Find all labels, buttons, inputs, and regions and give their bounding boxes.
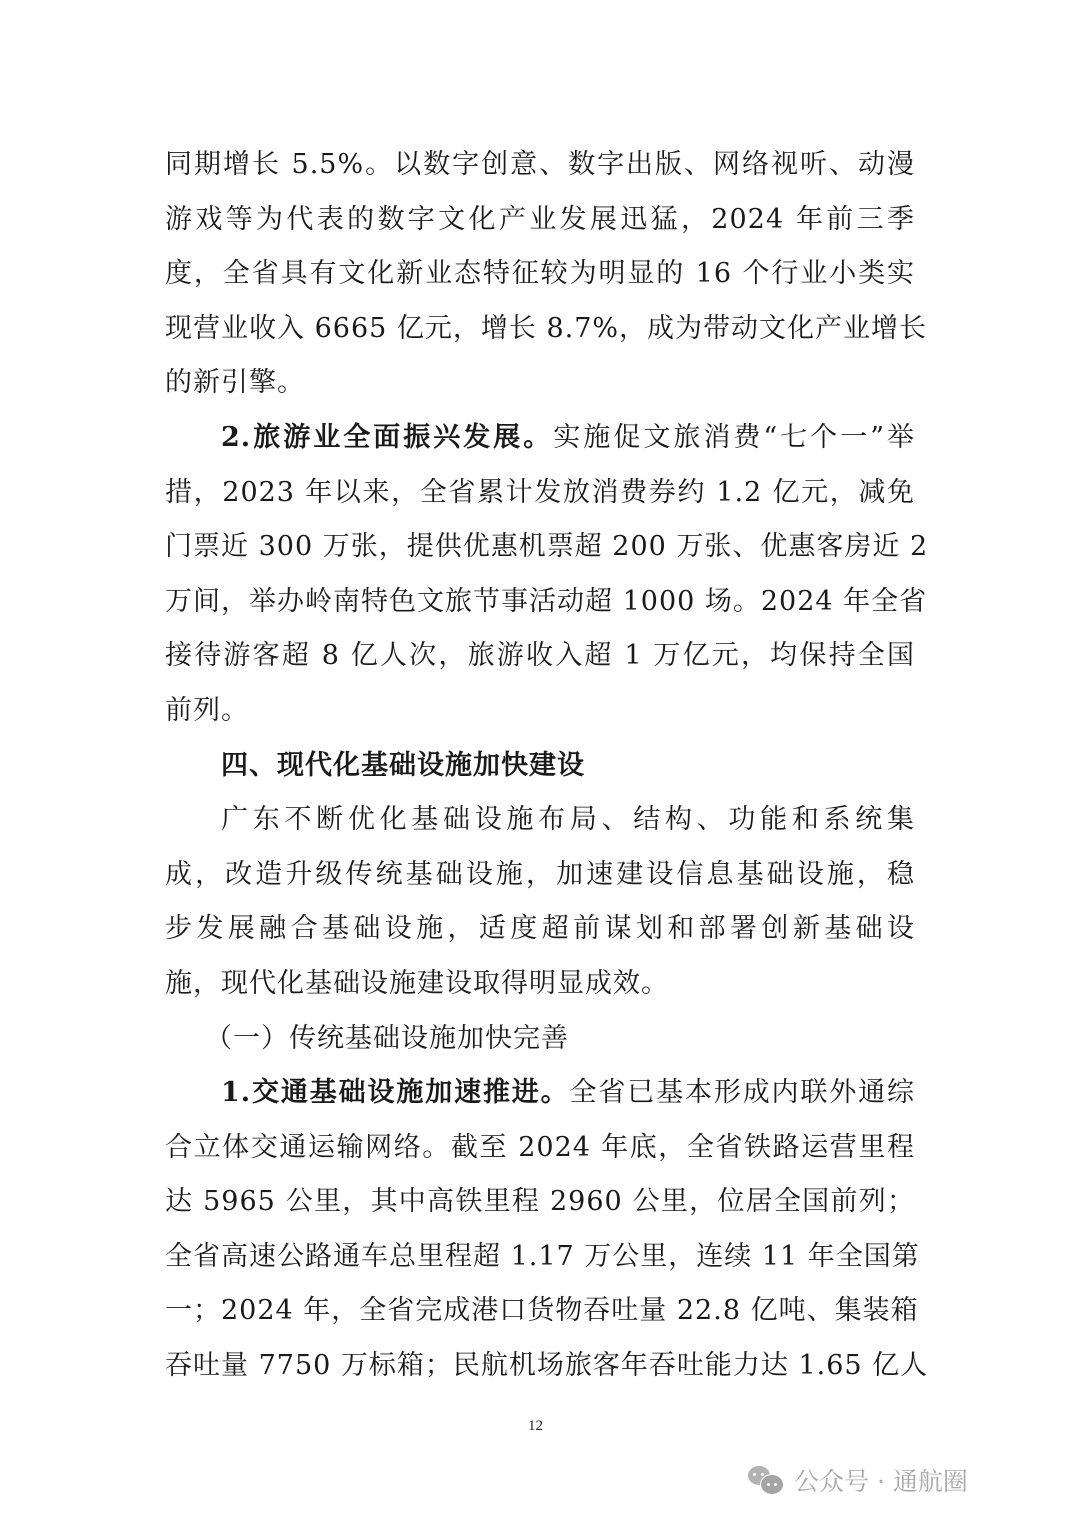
bold-lead: 2.旅游业全面振兴发展。 [221, 421, 554, 453]
text-run: 实施促文旅消费“七个一”举 [553, 421, 916, 453]
text-line: 吞吐量 7750 万标箱；民航机场旅客年吞吐能力达 1.65 亿人 [165, 1350, 929, 1382]
subsection-heading: （一）传统基础设施加快完善 [205, 1022, 569, 1054]
text-line: 游戏等为代表的数字文化产业发展迅猛，2024 年前三季 [165, 203, 915, 235]
text-line: 达 5965 公里，其中高铁里程 2960 公里，位居全国前列； [165, 1186, 915, 1218]
text-line: 步发展融合基础设施，适度超前谋划和部署创新基础设 [165, 913, 915, 945]
text-line: 措，2023 年以来，全省累计发放消费券约 1.2 亿元，减免 [165, 476, 915, 508]
bold-lead: 1.交通基础设施加速推进。 [221, 1077, 570, 1109]
wechat-icon [748, 1464, 784, 1496]
paragraph-first-line [165, 1066, 915, 1121]
section-heading: 四、现代化基础设施加快建设 [221, 749, 585, 781]
text-line: 成，改造升级传统基础设施，加速建设信息基础设施，稳 [165, 858, 915, 890]
text-run: 全省已基本形成内联外通综 [569, 1077, 916, 1109]
text-line: 门票近 300 万张，提供优惠机票超 200 万张、优惠客房近 2 [165, 531, 929, 563]
text-line: 同期增长 5.5%。以数字创意、数字出版、网络视听、动漫 [165, 149, 915, 180]
paragraph-first-line [165, 411, 915, 466]
text-line: 一；2024 年，全省完成港口货物吞吐量 22.8 亿吨、集装箱 [165, 1295, 919, 1327]
text-line: 全省高速公路通车总里程超 1.17 万公里，连续 11 年全国第 [165, 1240, 920, 1272]
text-line: 的新引擎。 [165, 367, 305, 399]
document-page [165, 138, 929, 1394]
text-line: 广东不断优化基础设施布局、结构、功能和系统集 [221, 804, 915, 836]
text-line: 万间，举办岭南特色文旅节事活动超 1000 场。2024 年全省 [165, 585, 928, 617]
text-line: 施，现代化基础设施建设取得明显成效。 [165, 967, 669, 999]
text-line: 度，全省具有文化新业态特征较为明显的 16 个行业小类实 [165, 258, 915, 290]
text-line: 接待游客超 8 亿人次，旅游收入超 1 万亿元，均保持全国 [165, 640, 915, 672]
watermark [748, 1462, 968, 1498]
text-line: 合立体交通运输网络。截至 2024 年底，全省铁路运营里程 [165, 1131, 915, 1163]
page-number: 12 [528, 1418, 543, 1434]
watermark-text: 公众号 · 通航圈 [794, 1467, 968, 1496]
text-line: 现营业收入 6665 亿元，增长 8.7%，成为带动文化产业增长 [165, 312, 928, 344]
text-line: 前列。 [165, 694, 249, 726]
